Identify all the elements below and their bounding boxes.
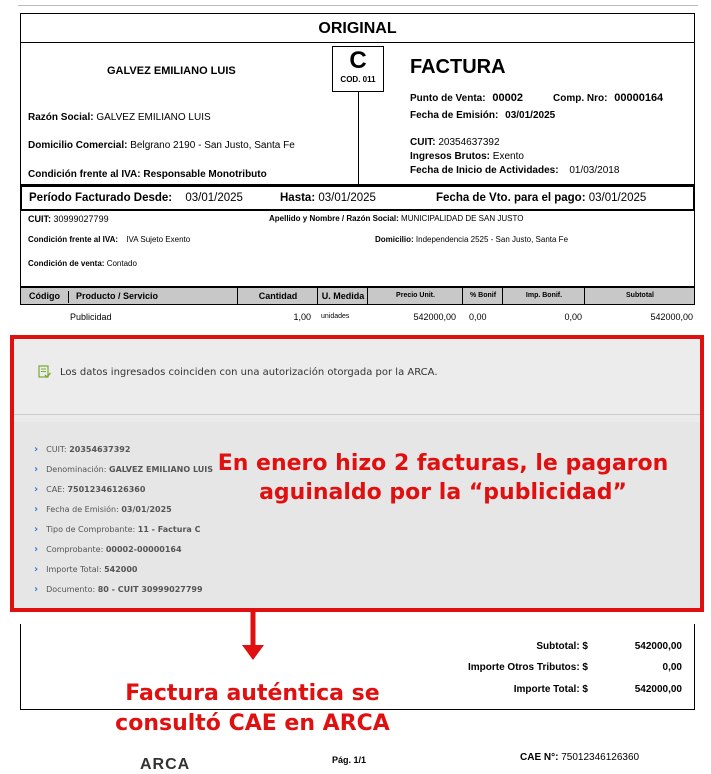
doc-type-letter: C <box>349 47 367 74</box>
issuer-razon: Razón Social: GALVEZ EMILIANO LUIS <box>28 112 211 123</box>
invoice-comp: Comp. Nro: 00000164 <box>553 92 664 104</box>
client-cuit: CUIT: 30999027799 <box>28 214 109 224</box>
down-arrow-icon <box>240 612 266 667</box>
vertical-divider <box>358 92 359 185</box>
th-precio: Precio Unit. <box>367 288 463 304</box>
chevron-right-icon: › <box>34 564 39 575</box>
subtotal-value: 542000,00 <box>634 641 682 652</box>
invoice-cuit: CUIT: 20354637392 <box>410 137 500 148</box>
chevron-right-icon: › <box>34 524 39 535</box>
issuer-iva: Condición frente al IVA: Responsable Monotributo <box>28 169 267 180</box>
chevron-right-icon: › <box>34 584 39 595</box>
list-item: › Comprobante: 00002-00000164 <box>34 544 182 555</box>
original-label: ORIGINAL <box>318 20 397 37</box>
client-domicilio: Domicilio: Independencia 2525 - San Justo, Santa Fe <box>375 235 569 244</box>
total-label: Importe Total: $ <box>513 684 588 695</box>
subtotal-label: Subtotal: $ <box>536 641 588 652</box>
chevron-right-icon: › <box>34 464 39 475</box>
overlay-annotation: En enero hizo 2 facturas, le pagaron aguinaldo por la “publicidad” <box>217 451 669 505</box>
client-iva: Condición frente al IVA: IVA Sujeto Exento <box>28 235 191 244</box>
doc-type-box <box>332 46 384 92</box>
total-value: 542000,00 <box>634 684 682 695</box>
issuer-name: GALVEZ EMILIANO LUIS <box>107 65 236 77</box>
th-producto: Producto / Servicio <box>76 291 159 301</box>
invoice-pv: Punto de Venta: 00002 <box>410 92 523 104</box>
table-row: Publicidad 1,00 unidades 542000,00 0,00 0,00 542000,00 <box>70 312 693 322</box>
invoice-iibb: Ingresos Brutos: Exento <box>410 151 524 162</box>
top-rule <box>18 5 698 6</box>
th-subtotal: Subtotal <box>584 288 695 304</box>
list-item: › CUIT: 20354637392 <box>34 444 131 455</box>
issuer-domicilio: Domicilio Comercial: Belgrano 2190 - San Justo, Santa Fe <box>28 140 295 151</box>
verify-message-box <box>14 339 700 415</box>
th-umedida: U. Medida <box>317 288 368 304</box>
invoice-title: FACTURA <box>410 56 506 78</box>
chevron-right-icon: › <box>34 544 39 555</box>
list-item: › Importe Total: 542000 <box>34 564 138 575</box>
page-number: Pág. 1/1 <box>332 755 367 765</box>
document-check-icon <box>38 365 51 383</box>
th-cantidad: Cantidad <box>237 288 318 304</box>
th-imp-bonif: Imp. Bonif. <box>502 288 585 304</box>
otros-tributos-value: 0,00 <box>662 662 682 673</box>
arca-logo: ARCA <box>140 756 191 773</box>
list-item: › CAE: 75012346126360 <box>34 484 146 495</box>
client-venta: Condición de venta: Contado <box>28 259 137 268</box>
verify-message: Los datos ingresados coinciden con una autorización otorgada por la ARCA. <box>60 367 438 378</box>
list-item: › Denominación: GALVEZ EMILIANO LUIS <box>34 464 213 475</box>
chevron-right-icon: › <box>34 504 39 515</box>
list-item: › Tipo de Comprobante: 11 - Factura C <box>34 524 201 535</box>
client-name: Apellido y Nombre / Razón Social: MUNICIPALIDAD DE SAN JUSTO <box>269 214 524 223</box>
list-item: › Documento: 80 - CUIT 30999027799 <box>34 584 203 595</box>
otros-tributos-label: Importe Otros Tributos: $ <box>467 662 588 673</box>
invoice-fecha: Fecha de Emisión: 03/01/2025 <box>410 110 556 121</box>
original-header <box>20 13 695 43</box>
items-table-header <box>20 287 695 305</box>
list-item: › Fecha de Emisión: 03/01/2025 <box>34 504 172 515</box>
chevron-right-icon: › <box>34 484 39 495</box>
invoice-inicio: Fecha de Inicio de Actividades: 01/03/2018 <box>410 165 620 176</box>
cae-number: CAE N°: 75012346126360 <box>520 752 640 763</box>
th-codigo: Código <box>21 291 69 303</box>
th-bonif: % Bonif <box>462 288 503 304</box>
chevron-right-icon: › <box>34 444 39 455</box>
bottom-annotation: Factura auténtica se consultó CAE en ARCA <box>115 681 390 736</box>
doc-type-code: COD. 011 <box>340 75 376 84</box>
period-row: Período Facturado Desde: 03/01/2025 Hasta: 03/01/2025 Fecha de Vto. para el pago: 03/01/2025 <box>20 185 695 211</box>
